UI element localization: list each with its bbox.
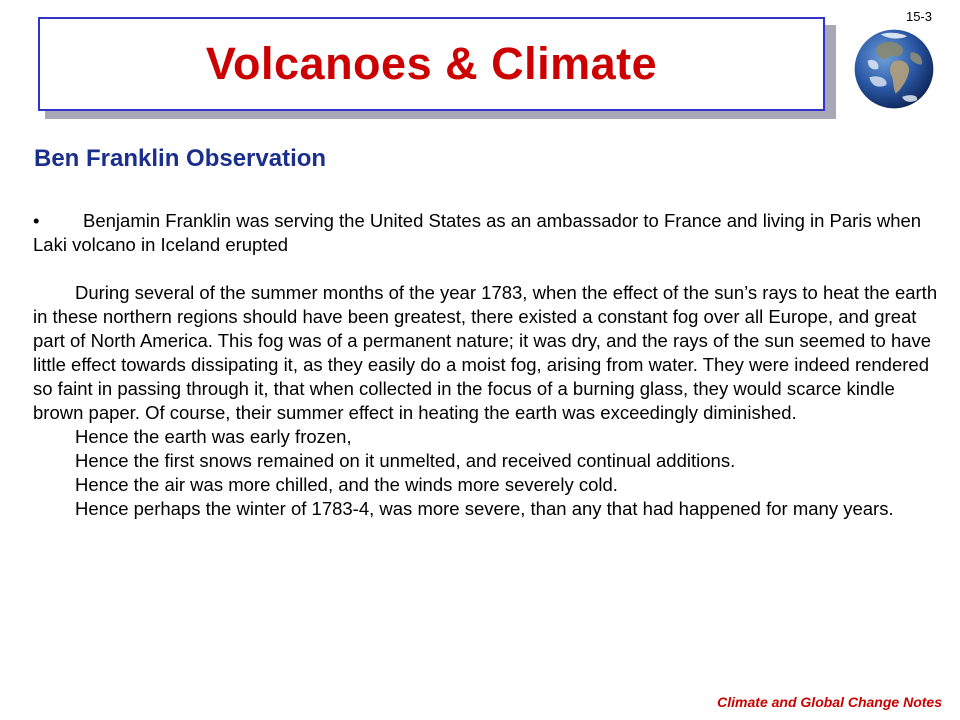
bullet-paragraph [33, 209, 945, 257]
section-heading: Ben Franklin Observation [34, 145, 327, 172]
body-text [33, 209, 945, 521]
footer-note: Climate and Global Change Notes [717, 694, 942, 710]
hence-line: Hence perhaps the winter of 1783-4, was more severe, than any that had happened for many years. [75, 498, 894, 519]
bullet-marker: • [33, 210, 40, 231]
hence-line: Hence the air was more chilled, and the winds more severely cold. [75, 474, 618, 495]
title-box [38, 17, 825, 111]
earth-globe-icon [853, 28, 935, 110]
slide-title: Volcanoes & Climate [205, 38, 658, 89]
hence-line: Hence the earth was early frozen, [75, 426, 352, 447]
hence-line: Hence the first snows remained on it unmelted, and received continual additions. [75, 450, 736, 471]
bullet-text: Benjamin Franklin was serving the United States as an ambassador to France and living in Paris when Laki volcano in Iceland erupted [33, 210, 922, 255]
slide-number: 15-3 [905, 9, 932, 24]
franklin-quote: During several of the summer months of the year 1783, when the effect of the sun’s rays to heat the earth in these northern regions should have been greatest, there existed a constant fog over all Europe, and great part of North America. This fog was of a permanent nature; it was dry, and the rays of the sun seemed to have little effect towards dissipating it, as they easily do a moist fog, arising from water. They were indeed rendered so faint in passing through it, that when collected in the focus of a burning glass, they would scarce kindle brown paper. Of course, their summer effect in heating the earth was exceedingly diminished. [33, 282, 938, 423]
